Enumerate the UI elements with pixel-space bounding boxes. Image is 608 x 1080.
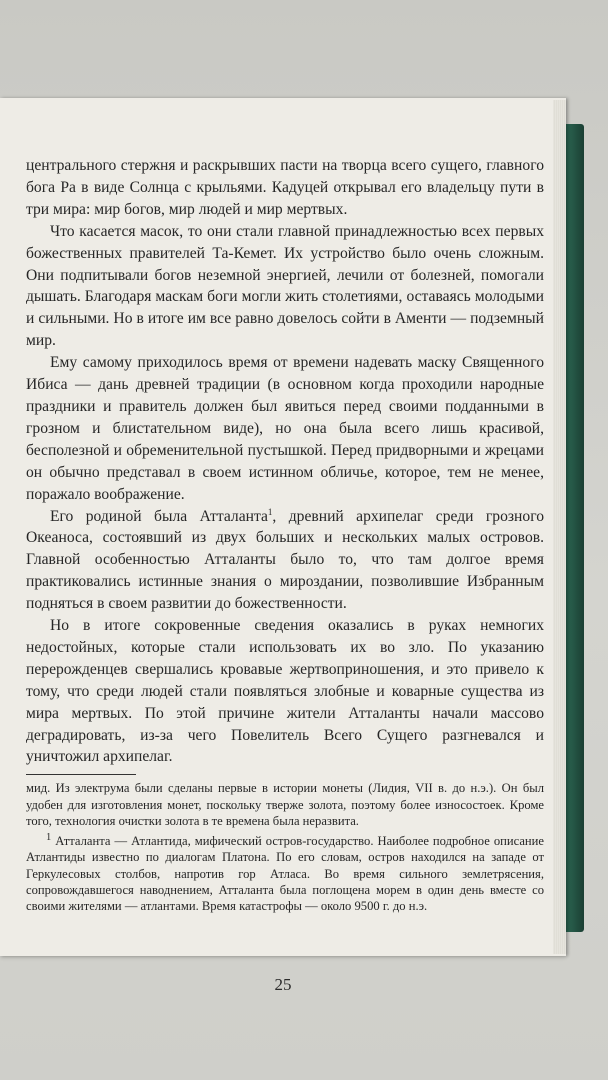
page-edges: [553, 100, 566, 954]
footnote-1: [26, 830, 544, 915]
main-text: [26, 155, 544, 768]
footnote-reference: 1: [267, 506, 273, 517]
paragraph-4-rest: , древний архипелаг среди грозного Океаноса, состоявший из двух больших и нескольких малых островов. Главной особенностью Атталанты было то, что там долгое время практиковались истинные знания о мироздании, позволившие Избранным подняться в своем развитии до божественности.: [26, 507, 545, 613]
page-text-area: [26, 155, 544, 915]
page-number: 25: [274, 975, 292, 994]
footnote-marker: 1: [46, 831, 52, 843]
paragraph-3: Ему самому приходилось время от времени надевать маску Священного Ибиса — дань древней традиции (в основном когда проходили народные праздники и правитель должен был явиться перед своими подданными в грозном и блистательном виде), но она была всего лишь красивой, бесполезной и обременительной пустышкой. Перед придворными и жрецами он обычно представал в своем истинном обличье, которое, тем не менее, поражало воображение.: [26, 354, 544, 503]
paragraph-4: [26, 506, 544, 616]
paragraph-1: центрального стержня и раскрывших пасти на творца всего сущего, главного бога Ра в виде Солнца с крыльями. Кадуцей открывал его владельцу пути в три мира: мир богов, мир людей и мир мертвых.: [26, 157, 544, 218]
paragraph-2: Что касается масок, то они стали главной принадлежностью всех первых божественных правителей Та-Кемет. Их устройство было очень сложным. Они подпитывали богов неземной энергией, лечили от болезней, помогали дышать. Благодаря маскам боги могли жить столетиями, оставаясь молодыми и сильными. Но в итоге им все равно довелось сойти в Аменти — подземный мир.: [26, 222, 544, 350]
footnote-1-text: Атталанта — Атлантида, мифический остров-государство. Наиболее подробное описание Атлантиды известно по диалогам Платона. По его словам, остров находился на западе от Геркулесовых столбов, напротив гор Атласа. Во время сильного землетрясения, сопровождавшегося наводнением, Атталанта была поглощена морем в один день вместе со своими жителями — атлантами. Время катастрофы — около 9500 г. до н.э.: [26, 833, 544, 914]
paragraph-5: Но в итоге сокровенные сведения оказались в руках немногих недостойных, которые стали использовать их во зло. По указанию перерожденцев свершались кровавые жертвоприношения, и это привело к тому, что среди людей стали появляться злобные и коварные существа из мира мертвых. По этой причине жители Атталанты начали массово деградировать, из-за чего Повелитель Всего Сущего разгневался и уничтожил архипелаг.: [26, 617, 544, 766]
paragraph-4-start: Его родиной была Атталанта: [50, 507, 268, 525]
footnote-divider: [26, 774, 136, 775]
footnotes: [26, 780, 544, 914]
footnote-continuation: мид. Из электрума были сделаны первые в истории монеты (Лидия, VII в. до н.э.). Он был удобен для изготовления монет, поскольку тверже золота, поэтому более износостоек. Кроме того, технология очистки золота в те времена была неразвита.: [26, 781, 544, 829]
